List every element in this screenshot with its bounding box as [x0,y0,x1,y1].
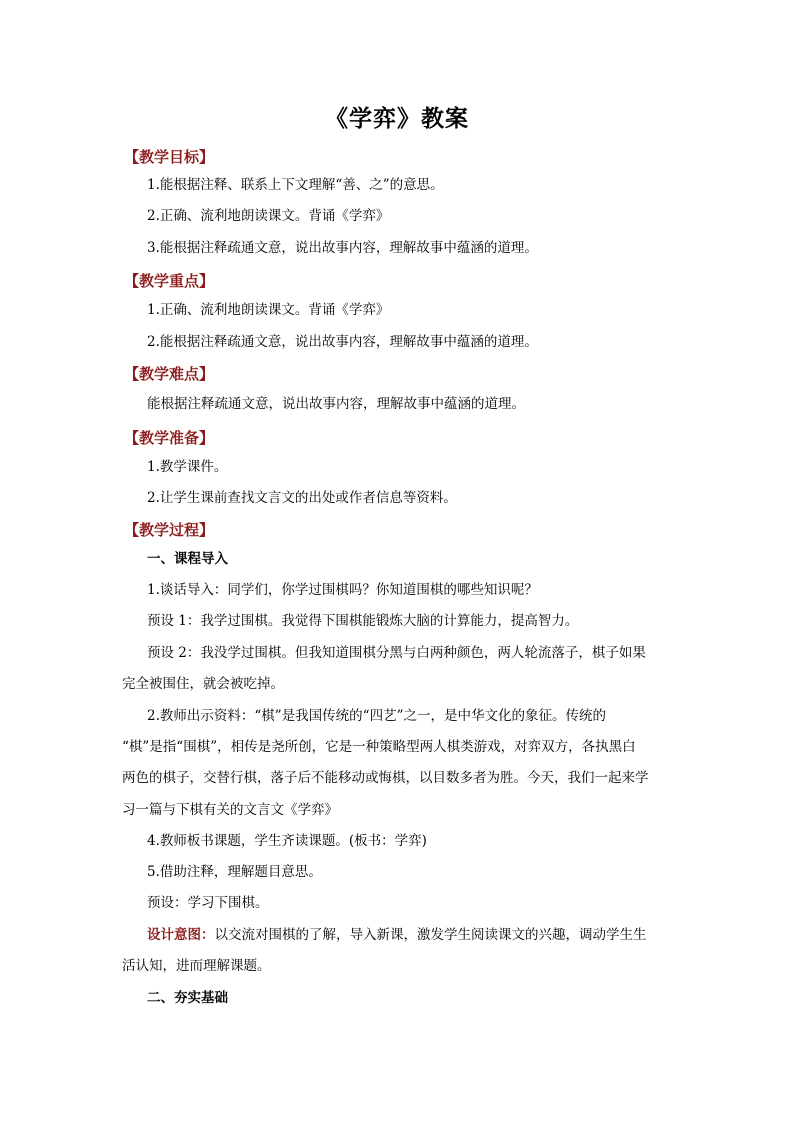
document-title: 《学弈》教案 [325,106,469,132]
heading-preparation: 【教学准备】 [124,429,215,447]
process-line: 两色的棋子，交替行棋，落子后不能移动或悔棋，以目数多者为胜。今天，我们一起来学 [122,770,649,786]
preparation-item: 1.教学课件。 [147,459,228,475]
process-line: 习一篇与下棋有关的文言文《学弈》 [122,802,338,818]
process-line: 预设 1：我学过围棋。我觉得下围棋能锻炼大脑的计算能力，提高智力。 [147,613,579,629]
heading-objectives: 【教学目标】 [124,148,215,166]
heading-process: 【教学过程】 [124,521,215,539]
subheading-intro: 一、课程导入 [147,551,228,567]
process-line: 预设：学习下围棋。 [147,895,269,911]
objective-item: 1.能根据注释、联系上下文理解“善、之”的意思。 [147,177,444,193]
key-point-item: 2.能根据注释疏通文意，说出故事内容，理解故事中蕴涵的道理。 [147,334,538,350]
objective-item: 3.能根据注释疏通文意，说出故事内容，理解故事中蕴涵的道理。 [147,240,538,256]
objective-item: 2.正确、流利地朗读课文。背诵《学弈》 [147,208,390,224]
process-line: 5.借助注释，理解题目意思。 [147,864,322,880]
design-intent-line-2: 活认知，进而理解课题。 [122,958,271,974]
difficulty-item: 能根据注释疏通文意，说出故事内容，理解故事中蕴涵的道理。 [147,396,525,412]
subheading-foundation: 二、夯实基础 [147,990,228,1006]
key-point-item: 1.正确、流利地朗读课文。背诵《学弈》 [147,302,390,318]
process-line: 预设 2：我没学过围棋。但我知道围棋分黑与白两种颜色，两人轮流落子，棋子如果 [147,645,646,661]
process-line: “棋”是指“围棋”，相传是尧所创，它是一种策略型两人棋类游戏，对弈双方，各执黑白 [122,739,636,755]
design-intent-text: 以交流对围棋的了解，导入新课，激发学生阅读课文的兴趣，调动学生生 [214,927,647,943]
process-line: 4.教师板书课题，学生齐读课题。(板书：学弈) [147,833,427,849]
design-intent-line [147,925,647,945]
process-line: 1.谈话导入：同学们，你学过围棋吗？你知道围棋的哪些知识呢？ [147,582,538,598]
heading-key-points: 【教学重点】 [124,272,215,290]
design-intent-label: 设计意图： [147,927,215,943]
process-line: 完全被围住，就会被吃掉。 [122,676,284,692]
process-line: 2.教师出示资料：“棋”是我国传统的“四艺”之一，是中华文化的象征。传统的 [147,708,606,724]
preparation-item: 2.让学生课前查找文言文的出处或作者信息等资料。 [147,490,457,506]
heading-difficulties: 【教学难点】 [124,365,215,383]
